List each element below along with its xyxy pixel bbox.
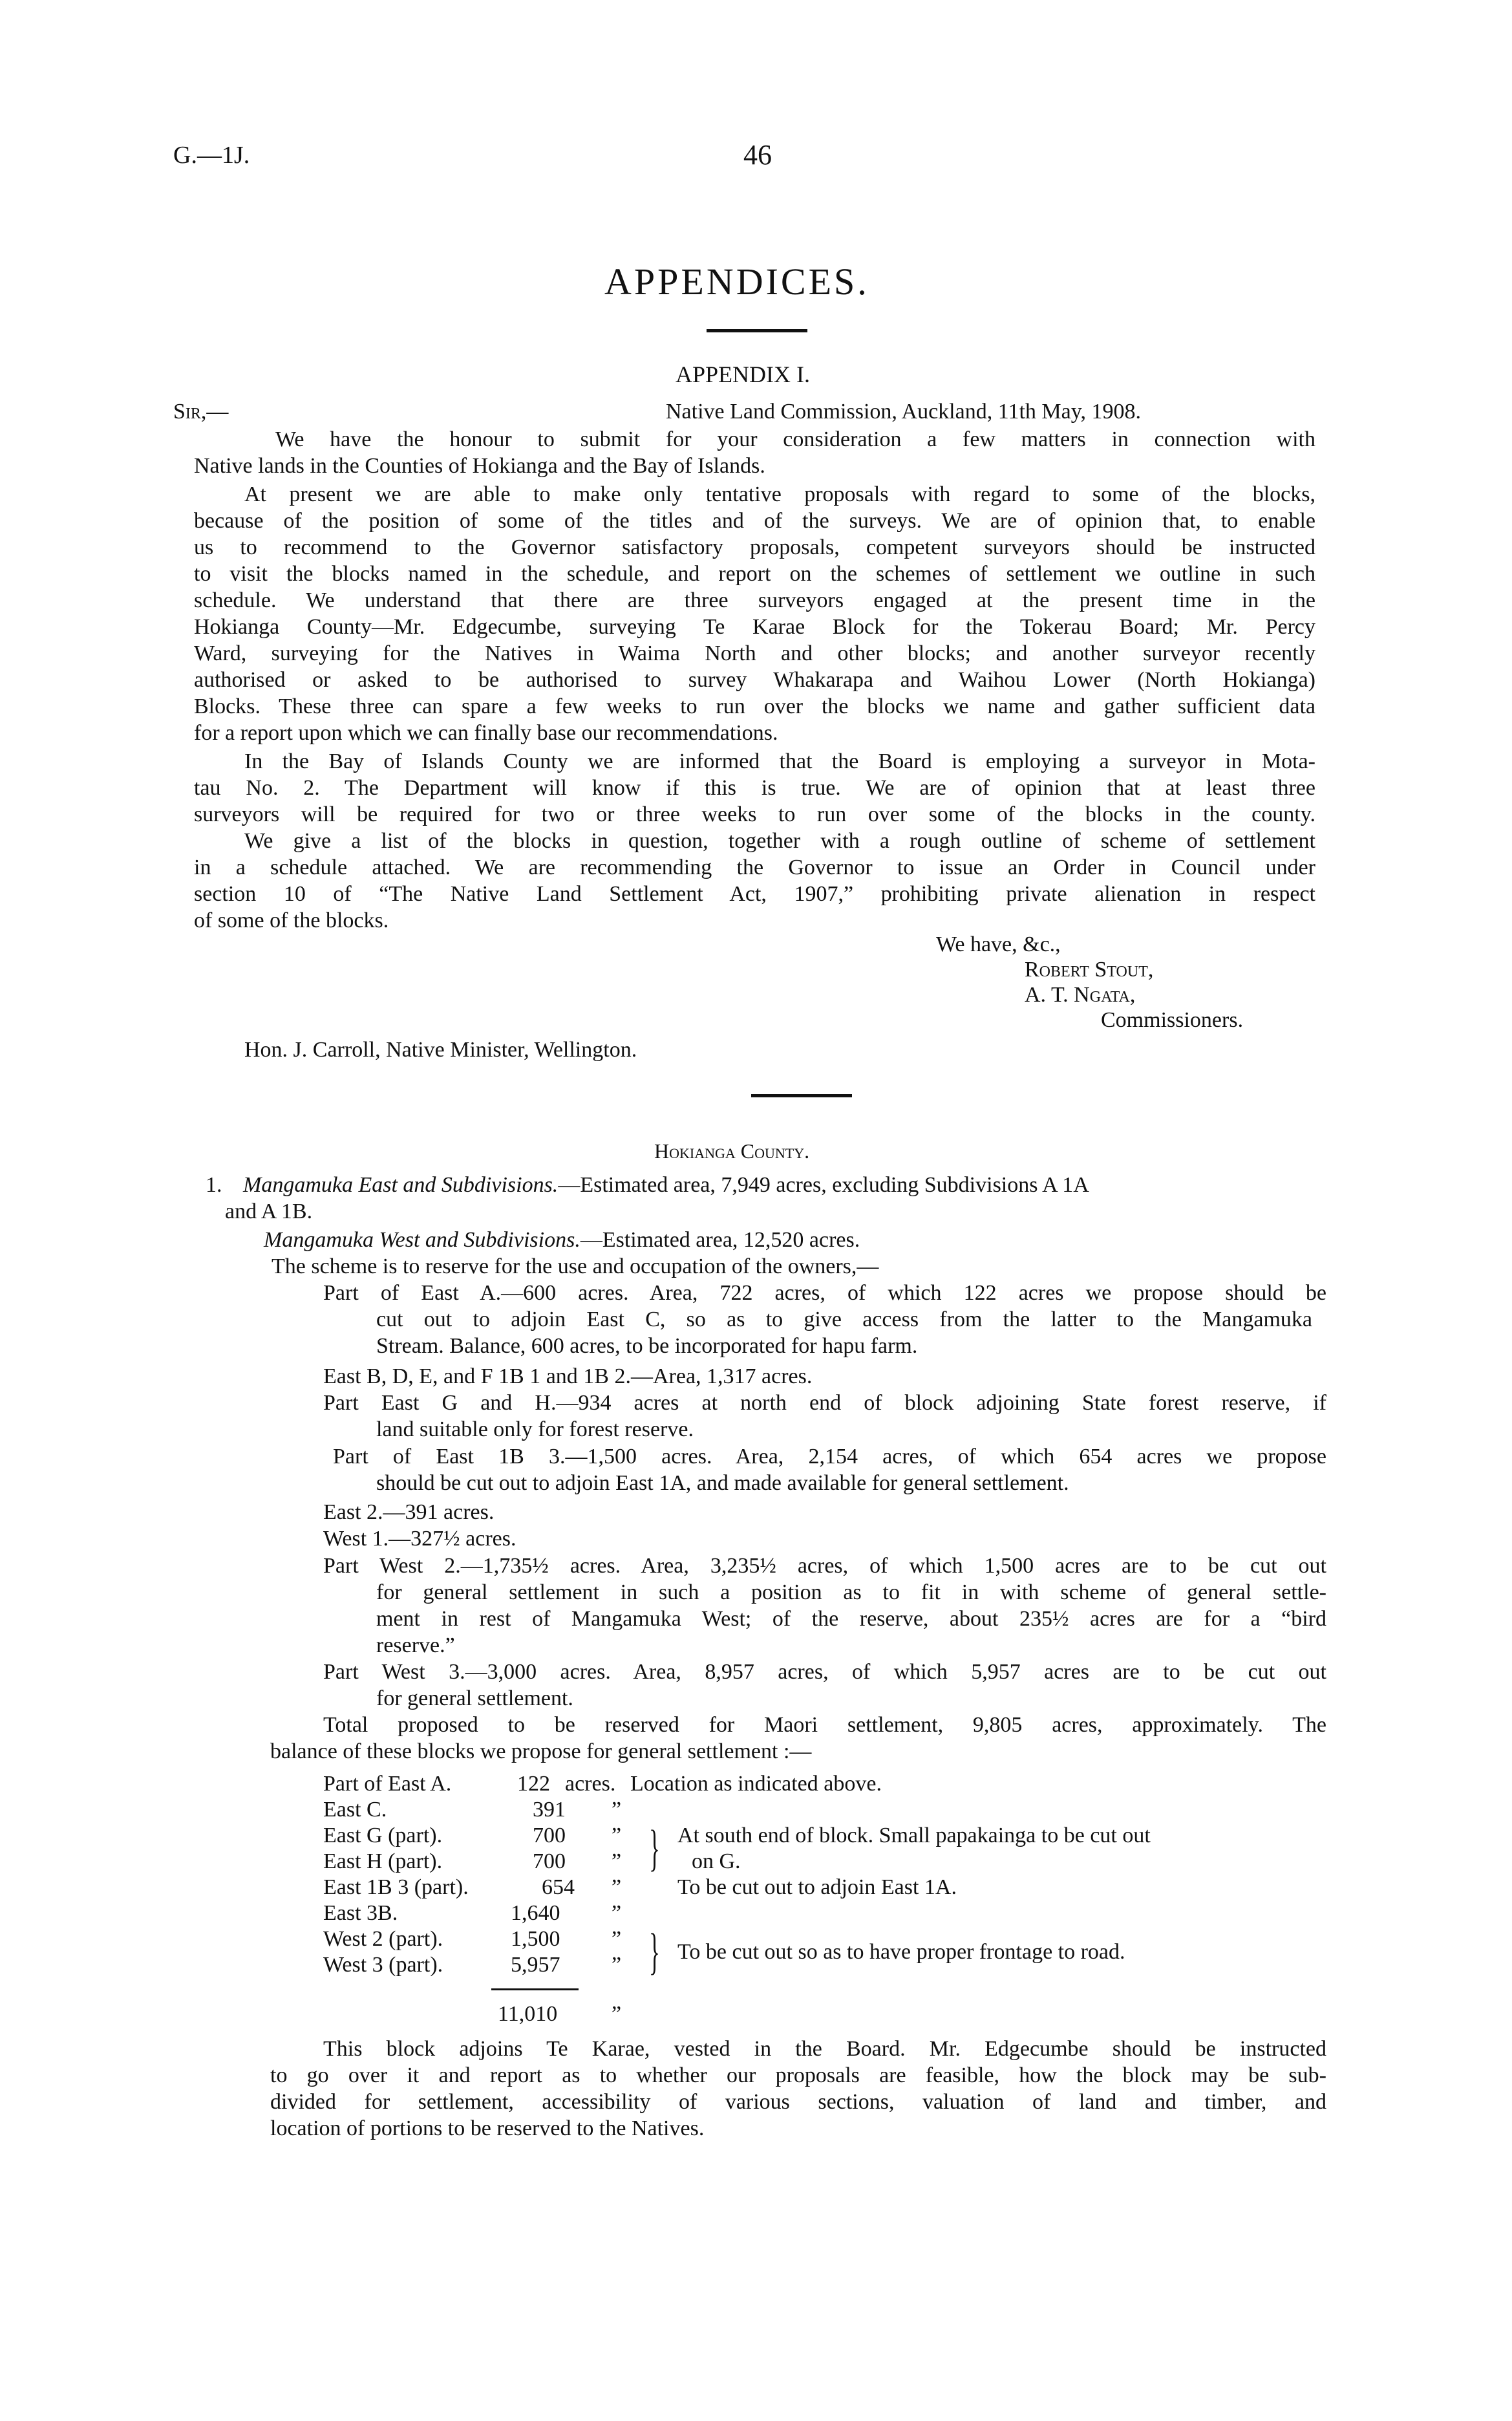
scheme-line: land suitable only for forest reserve. bbox=[376, 1417, 694, 1441]
scheme-line: cut out to adjoin East C, so as to give access from the latter to the Mangamuka bbox=[376, 1307, 1312, 1331]
table-row-unit: ” bbox=[612, 1824, 622, 1847]
scheme-line: East 2.—391 acres. bbox=[323, 1500, 495, 1524]
letter-line: We have the honour to submit for your consideration a few matters in connection with bbox=[275, 427, 1315, 451]
letter-line: for a report upon which we can finally base our recommendations. bbox=[194, 721, 778, 745]
scheme-line: Total proposed to be reserved for Maori settlement, 9,805 acres, approximately. The bbox=[323, 1713, 1326, 1737]
block-title-west: Mangamuka West and Subdivisions. bbox=[264, 1228, 580, 1252]
item-east-line-2: and A 1B. bbox=[225, 1200, 313, 1223]
table-note-south-1: At south end of block. Small papakainga to be cut out bbox=[677, 1824, 1151, 1847]
table-row-unit: ” bbox=[612, 1849, 622, 1873]
letter-line: us to recommend to the Governor satisfactory proposals, competent surveyors should be instructed bbox=[194, 535, 1315, 559]
table-row-name: Part of East A. bbox=[323, 1772, 452, 1796]
scheme-line: Part West 3.—3,000 acres. Area, 8,957 acres, of which 5,957 acres are to be cut out bbox=[323, 1660, 1326, 1684]
scheme-line: should be cut out to adjoin East 1A, and made available for general settlement. bbox=[376, 1471, 1069, 1495]
scheme-line: Part of East A.—600 acres. Area, 722 acres, of which 122 acres we propose should be bbox=[323, 1281, 1326, 1305]
table-row-acres: 700 bbox=[533, 1824, 566, 1847]
table-row-name: East 1B 3 (part). bbox=[323, 1875, 469, 1899]
table-row-name: East C. bbox=[323, 1798, 387, 1822]
county-heading: Hokianga County. bbox=[654, 1139, 810, 1163]
table-total-unit: ” bbox=[612, 2002, 622, 2026]
table-row-unit: ” bbox=[612, 1798, 622, 1822]
table-row-unit: acres. bbox=[565, 1772, 616, 1796]
title-divider bbox=[707, 329, 807, 332]
scheme-line: reserve.” bbox=[376, 1633, 455, 1657]
addressee: Hon. J. Carroll, Native Minister, Wellington. bbox=[244, 1038, 637, 1062]
table-row-name: West 2 (part). bbox=[323, 1927, 443, 1951]
signer-2: A. T. Ngata, bbox=[1025, 983, 1136, 1007]
block-title-east: Mangamuka East and Subdivisions. bbox=[243, 1173, 559, 1197]
table-row-acres: 5,957 bbox=[511, 1953, 560, 1977]
table-row-unit: ” bbox=[612, 1953, 622, 1977]
letter-line: Native lands in the Counties of Hokianga and the Bay of Islands. bbox=[194, 454, 765, 478]
letter-line: Blocks. These three can spare a few weeks to run over the blocks we name and gather sufficient data bbox=[194, 694, 1315, 718]
scheme-line: Part of East 1B 3.—1,500 acres. Area, 2,154 acres, of which 654 acres we propose bbox=[333, 1445, 1326, 1469]
table-row-name: West 3 (part). bbox=[323, 1953, 443, 1977]
letter-line: of some of the blocks. bbox=[194, 909, 389, 932]
scheme-intro: The scheme is to reserve for the use and occupation of the owners,— bbox=[272, 1254, 879, 1278]
table-note-frontage: To be cut out so as to have proper frontage to road. bbox=[677, 1940, 1125, 1964]
table-row-acres: 1,500 bbox=[511, 1927, 560, 1951]
document-reference: G.—1J. bbox=[173, 142, 250, 169]
scheme-line: East B, D, E, and F 1B 1 and 1B 2.—Area, 1,317 acres. bbox=[323, 1364, 813, 1388]
table-row-acres: 1,640 bbox=[511, 1901, 560, 1925]
table-row-name: East H (part). bbox=[323, 1849, 443, 1873]
scheme-line: Part East G and H.—934 acres at north end of block adjoining State forest reserve, if bbox=[323, 1391, 1326, 1415]
table-note-location: Location as indicated above. bbox=[630, 1772, 882, 1796]
scheme-line: balance of these blocks we propose for general settlement :— bbox=[270, 1739, 812, 1763]
page-title: APPENDICES. bbox=[604, 261, 869, 303]
closing-line: location of portions to be reserved to the Natives. bbox=[270, 2116, 705, 2140]
letter-line: in a schedule attached. We are recommending the Governor to issue an Order in Council under bbox=[194, 855, 1315, 879]
table-row-acres: 654 bbox=[542, 1875, 575, 1899]
letter-line: Hokianga County—Mr. Edgecumbe, surveying Te Karae Block for the Tokerau Board; Mr. Percy bbox=[194, 615, 1315, 639]
letter-line: Ward, surveying for the Natives in Waima North and other blocks; and another surveyor recently bbox=[194, 641, 1315, 665]
item-number: 1. bbox=[206, 1173, 222, 1197]
scheme-line: Part West 2.—1,735½ acres. Area, 3,235½ acres, of which 1,500 acres are to be cut out bbox=[323, 1554, 1326, 1578]
scheme-line: for general settlement. bbox=[376, 1686, 573, 1710]
scheme-line: for general settlement in such a position as to fit in with scheme of general settle- bbox=[376, 1580, 1326, 1604]
letter-line: In the Bay of Islands County we are informed that the Board is employing a surveyor in Mota- bbox=[244, 749, 1315, 773]
brace-frontage: } bbox=[649, 1923, 660, 1979]
letter-line: schedule. We understand that there are three surveyors engaged at the present time in the bbox=[194, 588, 1315, 612]
table-note-adjoin: To be cut out to adjoin East 1A. bbox=[677, 1875, 957, 1899]
letter-line: section 10 of “The Native Land Settlement Act, 1907,” prohibiting private alienation in respect bbox=[194, 882, 1315, 906]
section-divider bbox=[751, 1094, 852, 1097]
closing-line: divided for settlement, accessibility of various sections, valuation of land and timber, and bbox=[270, 2090, 1326, 2114]
signer-role: Commissioners. bbox=[1101, 1008, 1244, 1032]
table-row-unit: ” bbox=[612, 1927, 622, 1951]
scheme-line: West 1.—327½ acres. bbox=[323, 1527, 516, 1551]
table-row-name: East G (part). bbox=[323, 1824, 443, 1847]
table-row-name: East 3B. bbox=[323, 1901, 398, 1925]
table-row-acres: 122 bbox=[517, 1772, 550, 1796]
table-row-acres: 700 bbox=[533, 1849, 566, 1873]
salutation: Sir,— bbox=[173, 400, 229, 424]
scheme-line: Stream. Balance, 600 acres, to be incorporated for hapu farm. bbox=[376, 1334, 918, 1358]
letter-line: We give a list of the blocks in question, together with a rough outline of scheme of settlement bbox=[244, 829, 1315, 853]
brace-south: } bbox=[649, 1820, 660, 1876]
scheme-line: ment in rest of Mangamuka West; of the reserve, about 235½ acres are for a “bird bbox=[376, 1607, 1326, 1631]
table-note-south-2: on G. bbox=[692, 1849, 741, 1873]
table-row-acres: 391 bbox=[533, 1798, 566, 1822]
table-total: 11,010 bbox=[498, 2002, 558, 2026]
closing-line: to go over it and report as to whether our proposals are feasible, how the block may be sub- bbox=[270, 2063, 1326, 2087]
table-row-unit: ” bbox=[612, 1901, 622, 1925]
closing: We have, &c., bbox=[936, 932, 1061, 956]
letter-line: authorised or asked to be authorised to survey Whakarapa and Waihou Lower (North Hokianga) bbox=[194, 668, 1315, 692]
total-rule bbox=[491, 1988, 579, 1990]
item-west-line: Mangamuka West and Subdivisions.—Estimated area, 12,520 acres. bbox=[264, 1228, 860, 1252]
closing-line: This block adjoins Te Karae, vested in the Board. Mr. Edgecumbe should be instructed bbox=[323, 2037, 1326, 2061]
appendix-heading: APPENDIX I. bbox=[676, 361, 811, 387]
item-east-line: Mangamuka East and Subdivisions.—Estimated area, 7,949 acres, excluding Subdivisions A 1A bbox=[243, 1173, 1089, 1197]
table-row-unit: ” bbox=[612, 1875, 622, 1899]
place-date: Native Land Commission, Auckland, 11th May, 1908. bbox=[666, 400, 1142, 424]
letter-line: tau No. 2. The Department will know if this is true. We are of opinion that at least three bbox=[194, 776, 1315, 800]
letter-line: because of the position of some of the titles and of the surveys. We are of opinion that, to enable bbox=[194, 509, 1315, 533]
letter-line: At present we are able to make only tentative proposals with regard to some of the blocks, bbox=[244, 482, 1315, 506]
letter-line: to visit the blocks named in the schedule, and report on the schemes of settlement we outline in such bbox=[194, 562, 1315, 586]
letter-line: surveyors will be required for two or three weeks to run over some of the blocks in the county. bbox=[194, 802, 1315, 826]
signer-1: Robert Stout, bbox=[1025, 958, 1154, 982]
page-number: 46 bbox=[743, 139, 772, 171]
